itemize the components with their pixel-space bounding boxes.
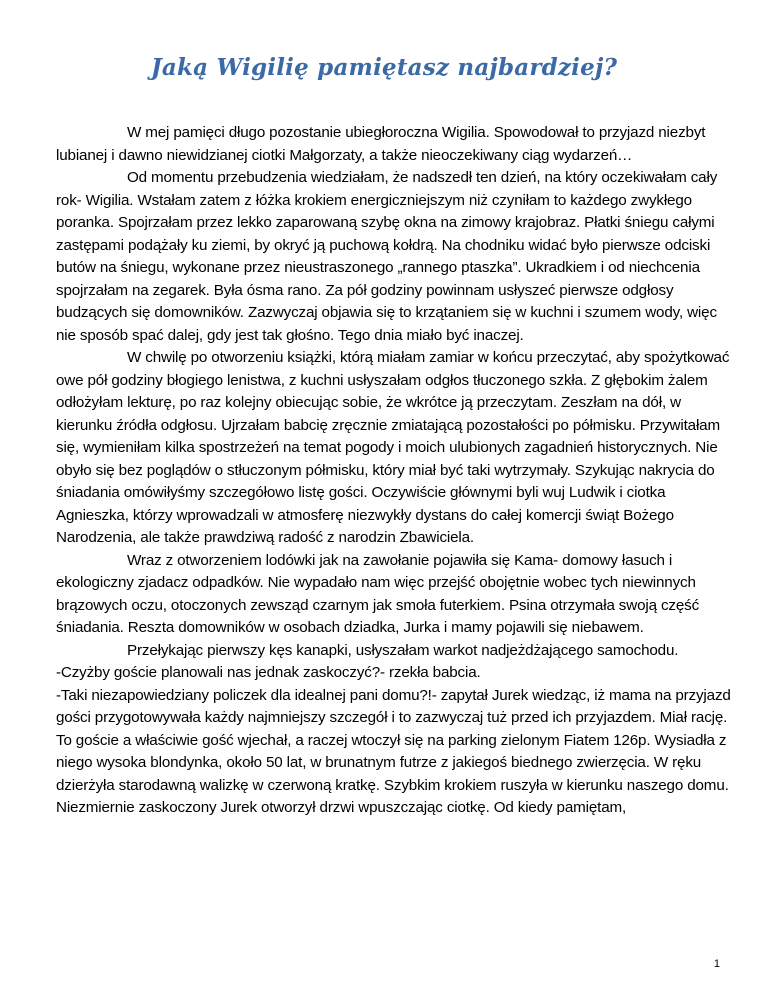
paragraph: Przełykając pierwszy kęs kanapki, usłyszałam warkot nadjeżdżającego samochodu. [127,641,679,659]
document-title: Jaką Wigilię pamiętasz najbardziej? [150,54,618,81]
paragraph: Wraz z otworzeniem lodówki jak na zawołanie pojawiła się Kama- domowy łasuch i ekologiczny zjadacz odpadków. Nie wypadało nam więc przejść obojętnie wobec tych niewinnych brązowych oczu, otoczonych zewsząd czarnym jak smoła futerkiem. Psina otrzymała swoją część śniadania. Reszta domowników w osobach dziadka, Jurka i mamy pojawili się niebawem. [56,551,700,636]
dialogue-line: -Taki niezapowiedziany policzek dla idealnej pani domu?!- zapytał Jurek wiedząc, iż mama na przyjazd gości przygotowywała każdy najmniejszy szczegół i to zazwyczaj tuż przed ich przyjazdem. Miał rację. To goście a właściwie gość wjechał, a raczej wtoczył się na parking zielonym Fiatem 126p. Wysiadła z niego wysoka blondynka, około 50 lat, w brunatnym futrze z jakiegoś biednego zwierzęcia. W ręku dzierżyła starodawną walizkę w czerwoną kratkę. Szybkim krokiem ruszyła w kierunku naszego domu. Niezmiernie zaskoczony Jurek otworzył drzwi wpuszczając ciotkę. Od kiedy pamiętam, [56,686,731,816]
document-body [56,122,732,820]
page-number: 1 [713,958,720,970]
paragraph: W chwilę po otworzeniu książki, którą miałam zamiar w końcu przeczytać, aby spożytkować owe pół godziny błogiego lenistwa, z kuchni usłyszałam odgłos tłuczonego szkła. Z głębokim żalem odłożyłam lekturę, po raz kolejny obiecując sobie, że wkrótce ją przeczytam. Zeszłam na dół, w kierunku źródła odgłosu. Ujrzałam babcię zręcznie zmiatającą pozostałości po półmisku. Przywitałam się, wymieniłam kilka spostrzeżeń na temat pogody i moich ulubionych zagadnień historycznych. Nie obyło się bez poglądów o stłuczonym półmisku, który miał być taki wytrzymały. Szykując nakrycia do śniadania omówiłyśmy szczegółowo listę gości. Oczywiście głównymi byli wuj Ludwik i ciotka Agnieszka, którzy wprowadzali w atmosferę niezwykły dystans do całej komercji świąt Bożego Narodzenia, ale także prawdziwą radość z narodzin Zbawiciela. [56,349,730,546]
paragraph: Od momentu przebudzenia wiedziałam, że nadszedł ten dzień, na który oczekiwałam cały rok- Wigilia. Wstałam zatem z łóżka krokiem energiczniejszym niż czyniłam to każdego zwykłego poranka. Spojrzałam przez lekko zaparowaną szybę okna na zimowy krajobraz. Płatki śniegu całymi zastępami podążały ku ziemi, by okryć ją puchową kołdrą. Na chodniku widać było pierwsze odciski butów na śniegu, wykonane przez nieustraszonego „rannego ptaszka”. Ukradkiem i od niechcenia spojrzałam na zegarek. Była ósma rano. Za pół godziny powinnam usłyszeć pierwsze odgłosy budzących się domowników. Zazwyczaj objawia się to krzątaniem się w kuchni i szumem wody, więc nie sposób spać dalej, gdy jest tak głośno. Tego dnia miało być inaczej. [56,169,718,344]
dialogue-line: -Czyżby goście planowali nas jednak zaskoczyć?- rzekła babcia. [56,664,481,681]
paragraph: W mej pamięci długo pozostanie ubiegłoroczna Wigilia. Spowodował to przyjazd niezbyt lubianej i dawno niewidzianej ciotki Małgorzaty, a także nieoczekiwany ciąg wydarzeń… [56,124,706,164]
